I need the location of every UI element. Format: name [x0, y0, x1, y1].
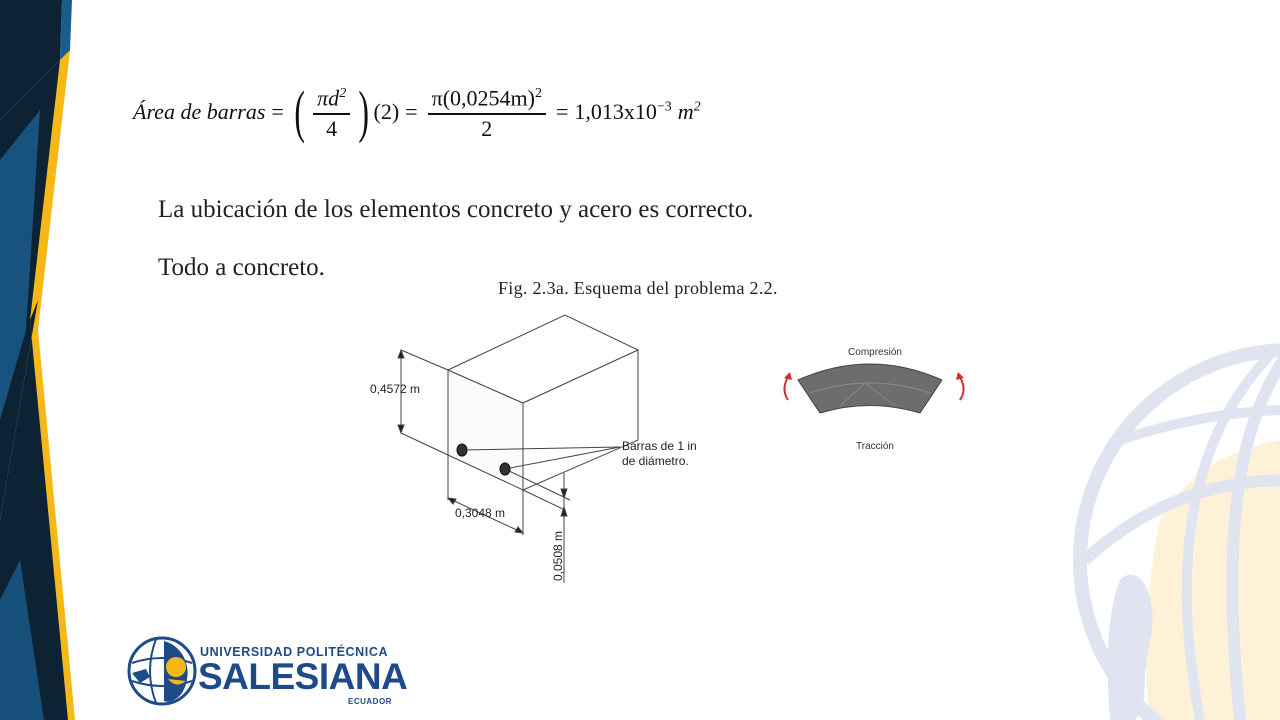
tension-label: Tracción — [856, 441, 894, 452]
beam-section-diagram — [355, 305, 735, 590]
globe-emblem-icon — [126, 633, 198, 709]
concrete-statement: Todo a concreto. — [158, 254, 325, 281]
left-paren: ( — [294, 79, 305, 144]
bent-beam — [798, 364, 942, 413]
equation-result — [574, 99, 671, 125]
frac1-denominator: 4 — [326, 116, 338, 142]
unit-exponent: 2 — [693, 99, 701, 115]
frac2-denominator: 2 — [481, 116, 493, 142]
equation-factor: (2) — [373, 99, 400, 124]
university-logo — [126, 633, 408, 709]
logo-name-text: SALESIANA — [198, 656, 408, 697]
unit-base: m — [677, 99, 694, 124]
bending-diagram — [770, 338, 980, 458]
figure-caption: Fig. 2.3a. Esquema del problema 2.2. — [498, 278, 778, 298]
frac2-numerator: π(0,0254m) — [431, 85, 535, 111]
logo-university-text: UNIVERSIDAD POLITÉCNICA — [200, 645, 389, 659]
cover-label: 0,0508 m — [551, 530, 565, 581]
equation-equals-1: = — [271, 99, 284, 124]
compression-label: Compresión — [848, 347, 902, 358]
equation-equals-2: = — [405, 99, 418, 124]
height-label: 0,4572 m — [370, 382, 421, 396]
equation-unit — [678, 99, 701, 125]
result-mantissa: 1,013x10 — [574, 99, 657, 124]
width-label: 0,3048 m — [455, 506, 506, 520]
right-paren: ) — [358, 79, 370, 144]
logo-country-text: ECUADOR — [348, 697, 392, 706]
frac2-exponent: 2 — [534, 85, 542, 101]
result-exponent: −3 — [656, 99, 672, 115]
location-statement: La ubicación de los elementos concreto y acero es correcto. — [158, 196, 754, 223]
frac1-numerator: πd — [317, 85, 340, 111]
area-equation — [133, 72, 701, 152]
bars-label-line1: Barras de 1 in — [622, 439, 697, 453]
fraction-pi-d-squared — [313, 81, 350, 143]
rebar-1 — [457, 444, 467, 456]
frac1-exponent: 2 — [339, 85, 347, 101]
equation-equals-3: = — [555, 99, 569, 124]
bars-label-line2: de diámetro. — [622, 454, 689, 468]
fraction-numeric — [428, 81, 546, 143]
rebar-2 — [500, 463, 510, 475]
equation-lhs: Área de barras — [133, 99, 266, 124]
